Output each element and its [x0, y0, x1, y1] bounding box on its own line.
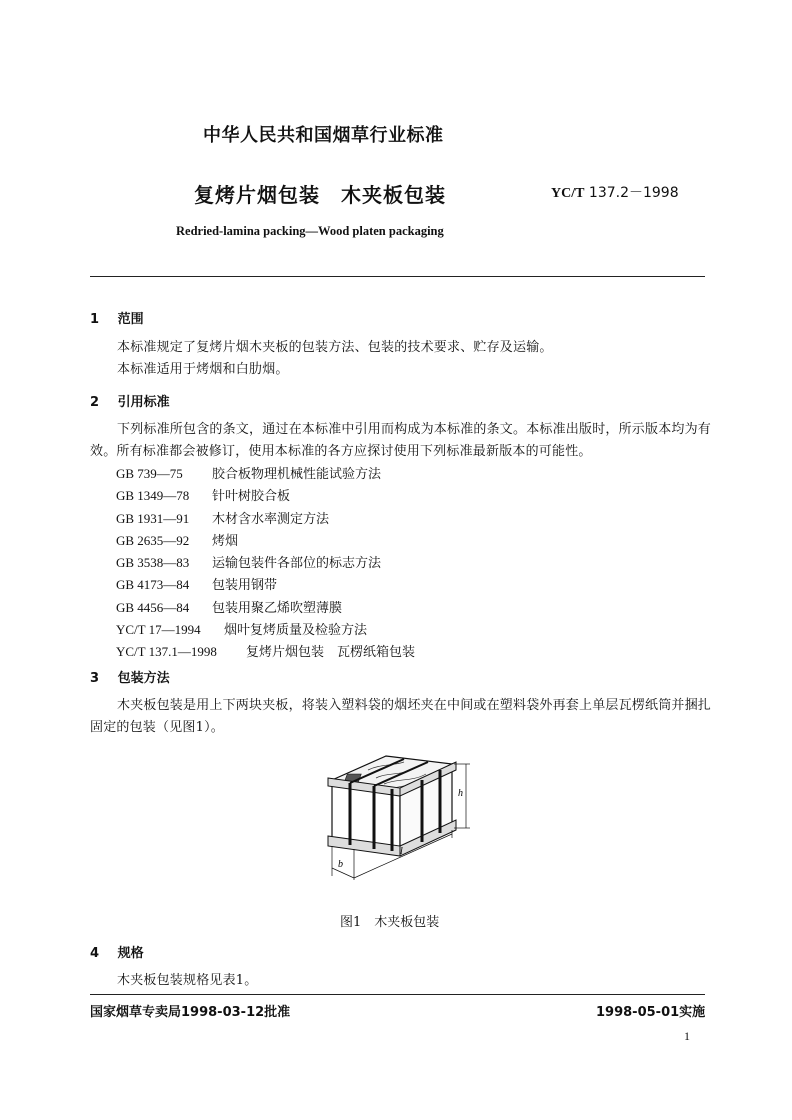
section-1-paragraph-1: 本标准规定了复烤片烟木夹板的包装方法、包装的技术要求、贮存及运输。	[117, 340, 553, 355]
english-title: Redried-lamina packing—Wood platen packaging	[176, 224, 444, 238]
reference-code: GB 3538—83	[116, 555, 190, 571]
approval-note: 国家烟草专卖局1998-03-12批准	[90, 1005, 291, 1020]
section-2-number: 2	[90, 395, 100, 410]
reference-name: 烟叶复烤质量及检验方法	[224, 623, 368, 639]
document-code	[551, 182, 679, 202]
document-code-number: 137.2－1998	[588, 185, 679, 201]
reference-name: 烤烟	[212, 533, 239, 549]
section-2-heading	[90, 391, 170, 410]
section-3-title: 包装方法	[117, 671, 170, 686]
reference-name: 针叶树胶合板	[212, 489, 291, 505]
reference-item	[116, 508, 415, 530]
reference-name: 运输包装件各部位的标志方法	[212, 556, 382, 572]
section-3-paragraph: 木夹板包装是用上下两块夹板，将装入塑料袋的烟坯夹在中间或在塑料袋外再套上单层瓦楞纸筒并捆扎固定的包装（见图1）。	[90, 698, 712, 735]
section-4-number: 4	[90, 946, 100, 961]
reference-code: GB 4456—84	[116, 599, 190, 615]
section-4-heading	[90, 942, 144, 961]
reference-item	[116, 641, 415, 663]
issuing-body-title: 中华人民共和国烟草行业标准	[203, 125, 444, 146]
reference-code: YC/T 17—1994	[116, 622, 201, 638]
reference-code: YC/T 137.1—1998	[116, 644, 217, 660]
reference-item	[116, 552, 415, 574]
reference-code: GB 1931—91	[116, 510, 190, 526]
section-2-title: 引用标准	[117, 395, 170, 410]
wood-platen-package-illustration	[318, 750, 478, 886]
reference-item	[116, 485, 415, 507]
document-title: 复烤片烟包装 木夹板包装	[194, 183, 446, 207]
section-1-number: 1	[90, 312, 100, 327]
figure-wood-platen-package	[318, 750, 478, 890]
implementation-date: 1998-05-01实施	[596, 1005, 706, 1020]
page-number: 1	[684, 1029, 690, 1043]
reference-name: 包装用聚乙烯吹塑薄膜	[212, 600, 343, 616]
reference-item	[116, 619, 415, 641]
reference-code: GB 739—75	[116, 466, 183, 481]
dimension-label-l: l	[400, 846, 403, 857]
reference-code: GB 2635—92	[116, 532, 190, 548]
figure-caption: 图1 木夹板包装	[340, 915, 440, 930]
reference-item	[116, 530, 415, 552]
reference-item	[116, 574, 415, 596]
reference-list	[116, 463, 415, 664]
section-2-paragraph: 下列标准所包含的条文，通过在本标准中引用而构成为本标准的条文。本标准出版时，所示版本均为有效。所有标准都会被修订，使用本标准的各方应探讨使用下列标准最新版本的可能性。	[90, 422, 712, 459]
reference-code: GB 4173—84	[116, 577, 190, 593]
dimension-label-b: b	[338, 859, 343, 870]
reference-name: 包装用钢带	[212, 578, 278, 594]
document-code-prefix: YC/T	[551, 186, 585, 201]
section-1-paragraph-2: 本标准适用于烤烟和白肋烟。	[117, 362, 289, 377]
reference-code: GB 1349—78	[116, 488, 190, 504]
section-3-heading	[90, 667, 170, 686]
section-4-title: 规格	[117, 946, 144, 961]
section-4-paragraph: 木夹板包装规格见表1。	[117, 973, 258, 988]
reference-name: 木材含水率测定方法	[212, 511, 330, 527]
section-3-number: 3	[90, 671, 100, 686]
reference-name: 胶合板物理机械性能试验方法	[212, 467, 382, 482]
reference-item	[116, 597, 415, 619]
reference-item	[116, 463, 415, 485]
dimension-label-h: h	[458, 788, 463, 799]
header-divider	[90, 276, 705, 277]
reference-name: 复烤片烟包装 瓦楞纸箱包装	[246, 645, 416, 661]
footer-divider	[90, 994, 705, 995]
section-1-title: 范围	[117, 312, 144, 327]
section-1-heading	[90, 308, 144, 327]
